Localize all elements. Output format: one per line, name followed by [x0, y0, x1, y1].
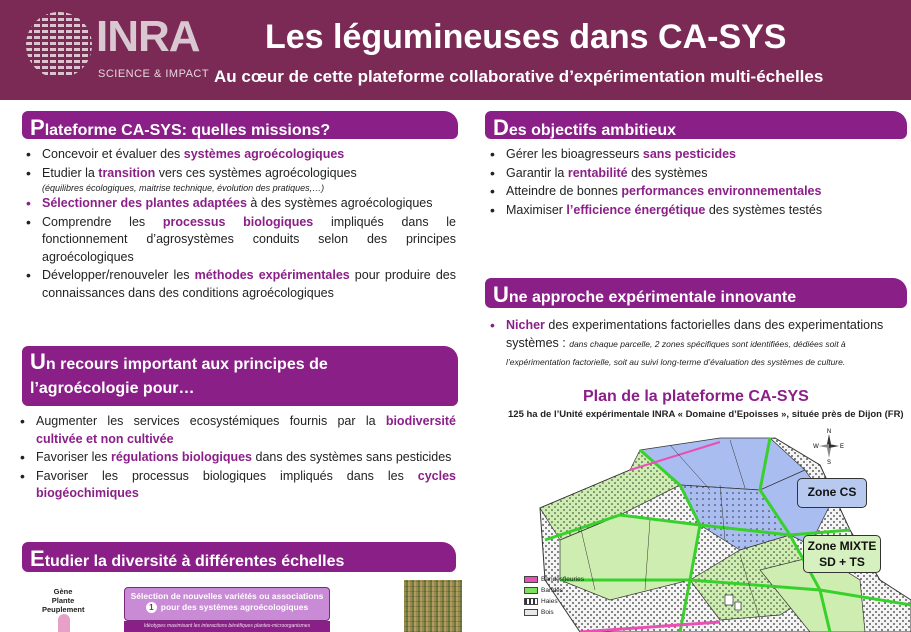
scale-labels — [42, 587, 84, 614]
item-text: Favoriser les processus biologiques impliqués dans les — [36, 468, 418, 483]
selection-detail: Idéotypes maximisant les interactions bénéfiques plantes-microorganismes — [124, 621, 330, 632]
item-highlight: Sélectionner des plantes adaptées — [42, 196, 247, 210]
compass-icon — [814, 428, 844, 464]
item-highlight: biodiversité cultivée et non cultivée — [36, 414, 456, 446]
list-item — [24, 165, 456, 195]
legend-label: Bandesfleuries — [541, 576, 584, 583]
item-text: Gérer les bioagresseurs — [506, 147, 643, 161]
logo-text: INRA — [96, 12, 200, 61]
section-cap: P — [30, 115, 45, 140]
list-item — [488, 183, 908, 201]
objectifs-list — [488, 146, 908, 220]
plan-subtitle: 125 ha de l’Unité expérimentale INRA « Domaine d’Epoisses », située près de Dijon (FR) — [508, 409, 904, 420]
selection-box — [124, 587, 330, 621]
list-item — [488, 317, 908, 372]
legend-label: Bois — [541, 609, 554, 616]
list-item — [24, 195, 456, 213]
item-highlight: régulations biologiques — [111, 450, 253, 464]
item-highlight: processus biologiques — [162, 214, 314, 229]
step-number-badge: 1 — [146, 602, 157, 613]
zone-mixte-line2: SD + TS — [819, 555, 865, 569]
zone-mixte-line1: Zone MIXTE — [807, 539, 877, 553]
section-cap: U — [493, 282, 509, 307]
approche-list — [488, 317, 908, 373]
item-highlight: performances environnementales — [621, 184, 822, 198]
item-text: Atteindre de bonnes — [506, 184, 622, 198]
list-item — [18, 449, 456, 467]
item-text: Concevoir et évaluer des — [42, 147, 184, 161]
legend-swatch — [524, 576, 538, 583]
item-text: dans des systèmes sans pesticides — [252, 450, 452, 464]
item-highlight: sans pesticides — [642, 147, 736, 161]
item-text: Développer/renouveler les — [42, 268, 195, 282]
section-title: es objectifs ambitieux — [508, 122, 677, 139]
section-header-approche — [485, 278, 907, 308]
item-highlight: Nicher — [506, 318, 545, 332]
item-text: Augmenter les services ecosystémiques fournis par la — [36, 414, 386, 428]
inra-globe-icon — [26, 12, 92, 78]
section-header-missions — [22, 111, 458, 139]
legend-swatch — [524, 598, 538, 605]
item-highlight: méthodes expérimentales — [194, 268, 350, 282]
section-title-line2: l’agroécologie pour… — [30, 380, 195, 397]
section-cap: D — [493, 115, 509, 140]
item-highlight: transition — [98, 165, 156, 180]
compass-e: E — [839, 444, 845, 450]
logo-subtitle: SCIENCE & IMPACT — [98, 68, 210, 80]
item-highlight: cycles biogéochimiques — [36, 468, 456, 500]
compass-s: S — [826, 460, 832, 466]
legend-swatch — [524, 587, 538, 594]
item-highlight: rentabilité — [567, 165, 628, 180]
legend-item — [524, 607, 584, 618]
section-header-etudier — [22, 542, 456, 572]
item-text: à des systèmes agroécologiques — [246, 196, 433, 210]
legend-label: Bandes — [541, 587, 564, 594]
scale-plante: Plante — [51, 596, 75, 605]
missions-list — [24, 146, 456, 303]
building — [725, 595, 733, 605]
item-text: des experimentations factorielles dans des experimentations systèmes : — [506, 318, 884, 350]
item-highlight: systèmes agroécologiques — [183, 147, 345, 161]
compass-w: W — [813, 444, 819, 450]
list-item — [488, 165, 908, 183]
legend-item — [524, 585, 584, 596]
list-item — [18, 468, 456, 503]
item-text: pour produire des connaissances dans des conditions agroécologiques — [42, 268, 456, 300]
zone-cs-label: Zone CS — [797, 478, 867, 508]
inra-logo — [22, 10, 212, 92]
section-title: lateforme CA-SYS: quelles missions? — [44, 122, 331, 139]
list-item — [18, 413, 456, 448]
plan-title: Plan de la plateforme CA-SYS — [583, 388, 809, 405]
field-photo — [404, 580, 462, 632]
item-text: Maximiser — [506, 202, 567, 217]
item-note: (équilibres écologiques, maitrise technique, évolution des pratiques,…) — [42, 183, 325, 193]
map-legend — [524, 574, 584, 618]
item-text: Etudier la — [42, 165, 99, 180]
legend-item — [524, 596, 584, 607]
zone-mixte-label — [803, 535, 881, 573]
scale-gene: Gène — [53, 587, 73, 596]
section-header-objectifs — [485, 111, 907, 139]
list-item — [24, 214, 456, 267]
legend-label: Haies — [541, 598, 558, 605]
item-text: vers ces systèmes agroécologiques — [155, 165, 357, 180]
section-title: tudier la diversité à différentes échelles — [44, 553, 345, 570]
list-item — [488, 202, 908, 220]
legend-swatch — [524, 609, 538, 616]
scale-arrow-icon — [58, 614, 70, 632]
building — [735, 602, 741, 610]
item-text: Garantir la — [506, 165, 568, 180]
section-header-recours — [22, 346, 458, 406]
item-note: dans chaque parcelle, 2 zones spécifiques sont identifiées, dédiées soit à l’expérimentation factorielle, soit au suivi long-terme d’évaluation des systèmes de culture. — [506, 338, 846, 367]
item-highlight: l’efficience énergétique — [566, 202, 706, 217]
item-text: des systèmes — [627, 165, 708, 180]
item-text: Comprendre les — [42, 214, 163, 229]
compass-n: N — [826, 429, 832, 435]
list-item — [24, 146, 456, 164]
section-cap: E — [30, 546, 45, 571]
scale-peuplement: Peuplement — [42, 605, 85, 614]
list-item — [488, 146, 908, 164]
selection-line2: pour des systèmes agroécologiques — [160, 602, 309, 612]
list-item — [24, 267, 456, 302]
page-subtitle: Au cœur de cette plateforme collaborative d’expérimentation multi-échelles — [214, 67, 824, 86]
item-text: impliqués dans le fonctionnement d’agrosystèmes conduits selon des principes agroécologiques — [42, 214, 457, 264]
section-title-line1: n recours important aux principes de — [45, 356, 328, 373]
item-text: des systèmes testés — [705, 202, 823, 217]
section-cap: U — [30, 349, 46, 374]
recours-list — [18, 413, 456, 504]
page-title: Les légumineuses dans CA-SYS — [265, 18, 787, 56]
legend-item — [524, 574, 584, 585]
section-title: ne approche expérimentale innovante — [508, 289, 797, 306]
header-banner — [0, 0, 911, 100]
item-text: Favoriser les — [36, 450, 112, 464]
selection-line1: Sélection de nouvelles variétés ou associations — [130, 591, 324, 601]
